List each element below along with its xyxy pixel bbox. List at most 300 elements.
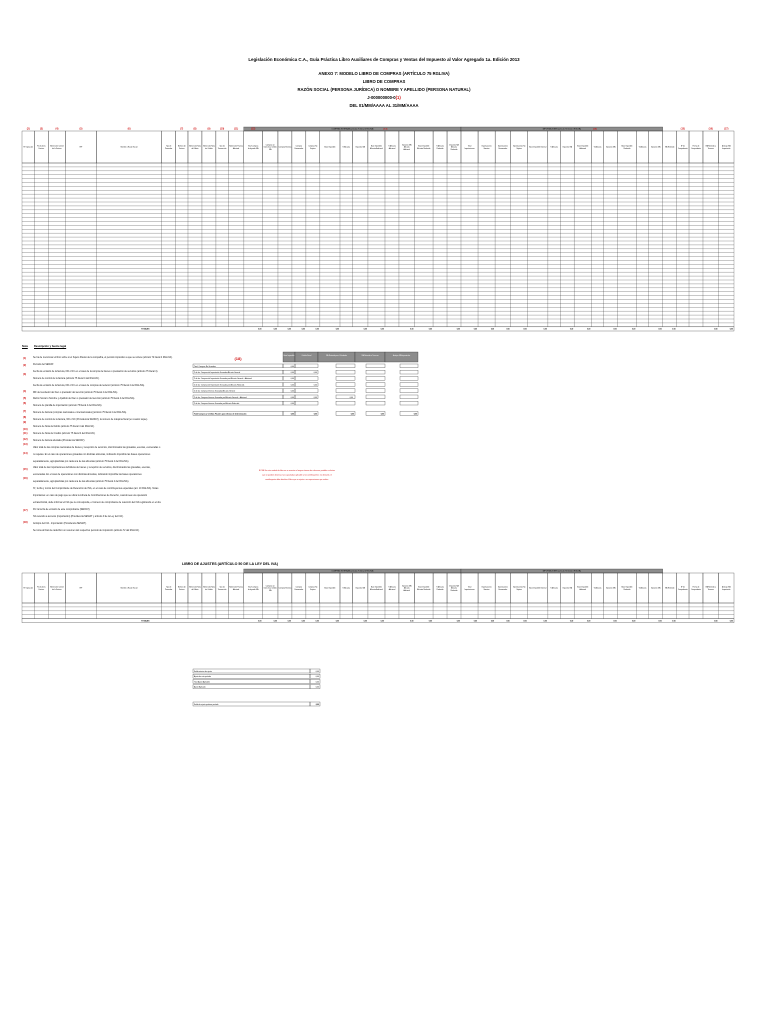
compras-column-header: Reducida xyxy=(450,149,458,151)
ajustes-column-header: Fecha de xyxy=(692,587,700,589)
summary-value: 0,00 xyxy=(313,372,317,374)
compras-totals-label: TOTALES xyxy=(141,328,150,331)
note-ref: (15) xyxy=(23,468,28,471)
summary-cell xyxy=(366,395,385,399)
compras-total-value: 0,00 xyxy=(258,328,262,331)
ajustes-column-header: IVA Retenido a xyxy=(705,587,716,589)
note-line: Número de Nota de Crédito (artículo 75 literal 4 del RGLIVA). xyxy=(33,432,96,435)
ajustes-column-header: Impuesto IVA xyxy=(562,588,572,590)
compras-col-ref: (7) xyxy=(180,127,184,131)
compras-column-header: Nº Operación xyxy=(23,147,33,149)
note-line: Número de planilla de importación (artículo 75 literal 4 del RGLIVA). xyxy=(33,405,103,408)
summary-cell xyxy=(366,401,385,405)
note-line: exoneradas. En el caso de operaciones con distintas alícuotas, indicando imponible las bases operaciones xyxy=(33,474,142,477)
summary-cell xyxy=(400,395,418,399)
compras-column-header: Exentas xyxy=(483,148,490,150)
summary-total-value: 0,00 xyxy=(350,413,354,416)
summary-value: 0,00 xyxy=(349,396,353,399)
summary-row-label: Σ de las: Compras Internas Gravadas Alícuota General xyxy=(194,390,236,393)
compras-total-value: 0,00 xyxy=(613,328,617,331)
compras-column-header: Sujetas xyxy=(516,148,522,150)
ajustes-total-value: 0,00 xyxy=(410,620,414,623)
compras-col-ref: (4) xyxy=(55,127,59,131)
adjust-box-value: 0,00 xyxy=(315,676,319,679)
compras-column-header: Reducida xyxy=(436,148,444,150)
compras-total-value: 0,00 xyxy=(273,328,277,331)
compras-total-value: 0,00 xyxy=(631,328,636,331)
compras-total-value: 0,00 xyxy=(543,328,547,331)
compras-column-header: IVA xyxy=(268,149,272,151)
compras-col-ref: (15) xyxy=(680,127,685,131)
ajustes-column-header: Reducida xyxy=(436,589,444,591)
summary-col-header xyxy=(295,352,318,362)
compras-column-header: Reducida xyxy=(623,148,631,150)
ajustes-column-header: Incluyendo IVA xyxy=(247,589,259,591)
compras-col-ref: (8) xyxy=(193,127,197,131)
adjust-box-value: 0,00 xyxy=(315,681,319,684)
ajustes-column-header: Tipo de xyxy=(219,587,225,589)
note-line: Número de factura afectada (Providencia SENIAT). xyxy=(33,439,86,442)
compras-column-header: Anticipo IVA xyxy=(721,146,731,148)
note-ref: (17) xyxy=(23,509,28,512)
ajustes-total-value: 0,00 xyxy=(658,620,662,623)
ajustes-column-header: de Débito xyxy=(191,589,199,591)
note-ref: (2) xyxy=(23,364,27,367)
compras-column-header: Compras No xyxy=(308,146,318,148)
compras-col-ref: (3) xyxy=(39,127,43,131)
ajustes-total-value: 0,00 xyxy=(729,620,733,623)
ajustes-column-header: Base Imponible xyxy=(577,587,589,589)
note-line: Fecha de emisión de la factura, ND o NC en el caso de compras del exterior (artículo 75 literal 4 del RGLIVA). xyxy=(33,384,145,387)
ajustes-column-header: Exentas xyxy=(483,589,490,591)
note-line: Fecha de emisión de la factura, ND o NC en el caso de la compra de bienes o prestación de servicios (artículo 75 literal 4). xyxy=(33,370,158,373)
ajustes-column-header: Tipo de xyxy=(165,587,172,589)
compras-column-header: % Alícuota xyxy=(550,147,558,149)
compras-total-value: 0,00 xyxy=(658,328,662,331)
summary-row-label: Σ de las: Compras Internas Gravadas por Alícuota General + Adicional xyxy=(194,396,247,399)
ajustes-column-header: Compras No xyxy=(308,587,318,589)
compras-column-header: IVA Retenido a xyxy=(705,146,716,148)
ajustes-column-header: Impuesto IVA xyxy=(605,588,616,590)
compras-column-header: Número de xyxy=(177,146,186,148)
ajustes-total-value: 0,00 xyxy=(543,620,547,623)
compras-column-header: Adicional xyxy=(388,148,396,150)
compras-total-value: 0,00 xyxy=(363,328,367,331)
compras-column-header: Base Imponible General xyxy=(529,147,547,149)
compras-total-value: 0,00 xyxy=(490,328,495,331)
compras-column-header: Número de Control xyxy=(50,146,64,148)
summary-row-label: Σ de las: Compras de Importación Gravadas Alícuota General xyxy=(194,372,241,374)
ajustes-column-header: Factura xyxy=(179,589,185,591)
summary-col-header-text: IVA Retenido por el Vendedor xyxy=(326,356,347,357)
summary-cell xyxy=(400,389,418,393)
summary-value: 0,00 xyxy=(290,403,294,405)
summary-col-header xyxy=(355,352,385,362)
compras-total-value: 0,00 xyxy=(380,328,384,331)
company-name: RAZÓN SOCIAL (PERSONA JURÍDICA) O NOMBRE Y APELLIDO (PERSONA NATURAL) xyxy=(297,87,471,92)
adjust-box-value: 0,00 xyxy=(315,670,319,673)
summary-cell xyxy=(366,389,385,393)
adjust-final-label: Saldo de ajuste próximo período xyxy=(194,703,219,706)
compras-column-header: Factura xyxy=(38,148,45,150)
summary-cell xyxy=(336,389,355,393)
ajustes-column-header: RIF xyxy=(79,588,83,590)
compras-column-header: Importaciones xyxy=(464,148,475,150)
compras-col-ref: (12) xyxy=(250,127,256,131)
summary-cell xyxy=(295,389,318,393)
summary-cell xyxy=(366,370,385,374)
ajustes-total-value: 0,00 xyxy=(287,620,291,623)
compras-col-ref: (10) xyxy=(219,127,225,131)
period-line: DEL 01/MM/AAAA AL 31/MM/AAAA xyxy=(349,103,419,108)
ajustes-total-value: 0,00 xyxy=(301,620,305,623)
note-ref: (14) xyxy=(23,452,28,455)
ajustes-column-header: % Alícuota xyxy=(436,587,444,589)
note-ref: (16) xyxy=(23,477,28,480)
compras-col-ref: (17) xyxy=(724,127,729,131)
compras-column-header: Base Imponible xyxy=(324,147,336,149)
compras-total-value: 0,00 xyxy=(428,328,433,331)
note-line: separadamente, agrupándolas por cada una de las alícuotas (artículo 75 literal 4 del RGLIVA). xyxy=(33,481,129,484)
ajustes-total-value: 0,00 xyxy=(335,620,339,623)
note-line: Razón Social o Nombre y Apellido del bien o prestador del servicio (artículo 75 literal 4 del RGLIVA). xyxy=(33,398,135,401)
summary-row-label: Σ de las: Compras de Importación Gravadas por Alícuota Reducida xyxy=(194,384,245,387)
summary-cell xyxy=(400,370,418,374)
note-line: no sujetas. En el caso de operaciones gravadas con distintas alícuotas, indicando imponible las bases operaciones xyxy=(33,453,151,456)
ajustes-column-header: Alícuota Adicional xyxy=(370,589,383,591)
ajustes-total-value: 0,00 xyxy=(315,620,319,623)
summary-row-label: Σ de las: Compras Internas Gravadas por Alícuota Reducida xyxy=(194,403,240,405)
note-line: Valor total de las importaciones definitivas de bienes y recepción de servicios, discriminados las gravadas, exentas, xyxy=(33,467,151,470)
ajustes-column-header: Número de xyxy=(177,587,186,589)
note-line: separadamente, agrupándolas por cada una de las alícuotas (artículo 75 literal 4 del RGLIVA). xyxy=(33,460,129,463)
compras-column-header: Impuesto IVA xyxy=(401,145,412,147)
summary-total-label: Total Compras y Créditos Fiscales para efectos de determinación xyxy=(194,413,247,416)
compras-column-header: Compras sin xyxy=(265,145,275,147)
note-line: RIF del vendedor del bien o prestador del servicio (artículo 75 literal 4 del RGLIVA). xyxy=(33,391,118,394)
compras-column-header: Base Imponible xyxy=(621,146,633,148)
compras-total-value: 0,00 xyxy=(506,328,510,331)
compras-column-header: Impuesto IVA xyxy=(650,147,661,149)
red-note-line: NOTA: En este modelo de libro no se muestra el mayor número de columnas posibles a efectos xyxy=(258,470,336,472)
ajustes-column-header: Sujetas xyxy=(310,589,316,591)
ajustes-total-value: 0,00 xyxy=(672,620,676,623)
summary-cell xyxy=(295,376,318,380)
compras-column-header: Base Imponible xyxy=(577,146,589,148)
compras-column-header: Afectada xyxy=(232,148,240,150)
note-line: Número de Nota de Débito (artículo 75 literal 4 del RGLIVA). xyxy=(33,426,95,428)
compras-column-header: Total Compras xyxy=(247,146,259,148)
ajustes-column-header: Número de Factura xyxy=(229,587,243,589)
compras-column-header: % Alícuota xyxy=(388,146,396,148)
ajustes-column-header: Compras xyxy=(295,587,303,589)
ajustes-total-value: 0,00 xyxy=(586,620,591,623)
ajustes-column-header: Fecha de la xyxy=(37,587,46,589)
notes-subtitle: Descripción y fuente legal xyxy=(34,345,67,348)
ajustes-group-internas: COMPRAS INTERNAS (artículo 75 literal 4 RGLIVA) xyxy=(331,570,374,573)
ajustes-column-header: Impuesto IVA xyxy=(449,586,459,588)
note-line: Anticipo del IVA - Importación (Providencia SENIAT). xyxy=(33,522,87,525)
compras-total-value: 0,00 xyxy=(586,328,591,331)
adjust-box-label: Ajuste de este período xyxy=(194,676,211,679)
summary-row-label: Total: Compras No Gravadas xyxy=(194,365,216,368)
note-line: Número de control de la factura, ND o NC (Providencia SENIAT), la número de máquina fiscal (en cuanto toque). xyxy=(33,419,148,422)
summary-col-header-text: IVA Retenido a Terceros xyxy=(361,356,379,357)
compras-column-header: Proveedor xyxy=(164,148,173,150)
compras-col-ref: (11) xyxy=(234,127,239,131)
ajustes-column-header: Impuesto IVA xyxy=(650,588,661,590)
compras-total-value: 0,00 xyxy=(714,328,718,331)
compras-col-ref: (16) xyxy=(708,127,713,131)
compras-column-header: Compras Exentas xyxy=(278,147,292,149)
summary-cell xyxy=(336,401,355,405)
note-line: Importantes: en caso de pago que se ubica la Libreta de Contribuciones de Derecho, cuando sea una operación xyxy=(33,495,148,497)
summary-col-header xyxy=(318,352,355,362)
ajustes-column-header: Compras sin xyxy=(265,586,275,588)
compras-column-header: Adicional xyxy=(579,148,586,150)
compras-total-value: 0,00 xyxy=(287,328,291,331)
ajustes-column-header: Compras Exentas xyxy=(278,588,292,590)
notes-title: Nota xyxy=(22,345,28,348)
ajustes-column-header: % Alícuota xyxy=(342,588,350,590)
ajustes-column-header: Factura xyxy=(38,589,45,591)
ajustes-total-value: 0,00 xyxy=(506,620,510,623)
compras-column-header: Número de Nota xyxy=(189,146,201,148)
ajustes-column-header: Adicional xyxy=(403,590,410,592)
ajustes-column-header: de Crédito xyxy=(205,589,213,591)
rif-ref: (1) xyxy=(395,95,401,100)
compras-col-ref: (5) xyxy=(79,127,83,131)
summary-value: 0,00 xyxy=(290,396,294,399)
ajustes-column-header: % Alícuota xyxy=(638,588,647,590)
summary-cell xyxy=(336,376,355,380)
note-line: Número de factura (compras nacionales e internacionales) (artículo 75 literal 4 del RGLIVA). xyxy=(33,412,127,415)
compras-totals-row xyxy=(22,327,734,331)
publisher-line: Legislación Económica C.A., Guía Práctica Libro Auxiliares de Compras y Ventas del Impuesto al Valor Agregado 1a. Edición 2013 xyxy=(248,57,520,62)
note-line: Número de control de la factura (artículo 75 literal 4 del RGLIVA). xyxy=(33,377,100,380)
compras-column-header: Total xyxy=(467,146,472,148)
red-note-line: que se pueden observar, las capacitadas aplicable a los contribuyentes; no obstante, el xyxy=(262,474,332,477)
summary-cell xyxy=(400,364,418,368)
compras-total-value: 0,00 xyxy=(456,328,460,331)
ajustes-column-header: % Alícuota xyxy=(593,588,602,590)
summary-col-header-text: Anticipo IVA Importación xyxy=(392,356,411,357)
compras-total-value: 0,00 xyxy=(473,328,478,331)
compras-total-value: 0,00 xyxy=(335,328,339,331)
adjust-box-label: Total Ajuste Aplicable xyxy=(194,681,210,684)
compras-column-header: Impuesto IVA xyxy=(355,147,365,149)
note-line: Nº, fecha y monto del Comprobante de Retención del IVA, en el caso de contribuyentes especiales (art. 10 RGLIVA). Notas xyxy=(33,488,159,491)
compras-column-header: de Débito xyxy=(191,148,199,150)
compras-col-ref: (6) xyxy=(127,127,131,131)
ajustes-column-header: Reducida xyxy=(450,590,458,592)
adjust-box-label: Saldo anterior de ajuste xyxy=(194,670,212,673)
note-line: extraterritorial, debe informar el IVA que le corresponda, el número de comprobante de retención del IVA registrando en el día xyxy=(33,501,161,504)
compras-column-header: Nombre o Razón Social xyxy=(120,147,138,149)
summary-total-value: 0,00 xyxy=(380,413,384,416)
summary-cell xyxy=(336,364,355,368)
compras-column-header: Importaciones No xyxy=(512,146,526,148)
ajustes-total-value: 0,00 xyxy=(380,620,384,623)
compras-column-header: Importaciones xyxy=(481,146,492,148)
note-line: Valor total de las compras nacionales de bienes y recepción de servicios, discriminados las gravadas, exentas, exoneradas o xyxy=(33,446,161,449)
compras-column-header: Comprobante xyxy=(677,148,688,150)
summary-total-value: 0,00 xyxy=(290,413,294,416)
summary-value: 0,00 xyxy=(290,378,294,381)
summary-cell xyxy=(336,370,355,374)
compras-column-header: Base Imponible xyxy=(418,146,430,148)
note-ref: (13) xyxy=(23,443,28,446)
compras-column-header: Número de Nota xyxy=(203,146,215,148)
summary-cell xyxy=(400,401,418,405)
ajustes-column-header: Proveedor xyxy=(164,589,173,591)
compras-group-internas: COMPRAS INTERNAS (artículo 75 literal 4 RGLIVA) xyxy=(331,128,374,131)
note-ref: (7) xyxy=(23,410,27,413)
summary-cell xyxy=(366,364,385,368)
summary-col-header-text: Base Imponible xyxy=(283,356,295,357)
compras-column-header: % Alícuota xyxy=(342,147,350,149)
ajustes-totals-label: TOTALES xyxy=(141,620,150,623)
compras-total-value: 0,00 xyxy=(569,328,574,331)
compras-column-header: Incluyendo IVA xyxy=(247,148,259,150)
adjust-box-label-cell xyxy=(193,679,310,683)
ajustes-total-value: 0,00 xyxy=(613,620,617,623)
ajustes-total-value: 0,00 xyxy=(273,620,277,623)
ajustes-total-value: 0,00 xyxy=(258,620,262,623)
summary-cell xyxy=(295,401,318,405)
ajustes-column-header: Nº Operación xyxy=(23,588,33,590)
ajustes-totals-row xyxy=(22,619,734,623)
ajustes-column-header: Base Imponible xyxy=(418,587,430,589)
ajustes-column-header: Alícuota xyxy=(403,588,410,590)
summary-cell xyxy=(400,383,418,387)
compras-total-value: 0,00 xyxy=(672,328,676,331)
note-line: Se ha de mencionar el libro sobre si el Sujeto Pasivo de la compañía, el período impositivo a que se refiere (artículo 72 literal 4 RGLIVA). xyxy=(33,357,173,359)
note-ref: (9) xyxy=(23,421,27,424)
compras-column-header: Exoneradas xyxy=(498,148,508,150)
ajustes-total-value: 0,00 xyxy=(473,620,478,623)
adjust-title: LIBRO DE AJUSTES (ARTÍCULO 50 DE LA LEY DEL IVA) xyxy=(182,562,278,566)
summary-value: 0,00 xyxy=(290,384,294,387)
ajustes-column-header: Exoneradas xyxy=(294,589,304,591)
adjust-box-value: 0,00 xyxy=(315,686,319,689)
ajustes-column-header: Impuesto IVA xyxy=(401,586,412,588)
compras-column-header: IVA Retenido xyxy=(665,147,675,149)
compras-column-header: Base Imponible xyxy=(370,146,382,148)
ajustes-column-header: Transacción xyxy=(217,589,227,591)
compras-column-header: de Crédito xyxy=(205,148,213,150)
summary-cell xyxy=(366,376,385,380)
compras-column-header: Transacción xyxy=(217,148,227,150)
compras-column-header: de la Factura xyxy=(52,148,62,150)
compras-column-header: Impuesto IVA xyxy=(562,147,572,149)
compras-column-header: Derecho a Crédito xyxy=(263,147,277,149)
ajustes-column-header: Base Imponible xyxy=(370,587,382,589)
ajustes-column-header: Importación xyxy=(722,589,731,591)
ajustes-column-header: Total Compras xyxy=(247,587,259,589)
note-ref: (12) xyxy=(23,438,28,441)
compras-total-value: 0,00 xyxy=(301,328,305,331)
adjust-box-label: Ajuste Aplicado xyxy=(194,686,206,689)
note-ref: (4) xyxy=(23,390,27,393)
red-note-line: contribuyente debe diseñar el libro que se ajuste a sus operaciones que realice. xyxy=(265,479,329,481)
ajustes-column-header: Nombre o Razón Social xyxy=(120,588,138,590)
compras-column-header: Fecha de xyxy=(692,146,700,148)
summary-cell xyxy=(295,364,318,368)
ajustes-column-header: Alícuota xyxy=(451,588,457,590)
ajustes-column-header: Terceros xyxy=(707,589,714,591)
compras-column-header: RIF xyxy=(79,147,83,149)
summary-value: 0,00 xyxy=(313,396,317,399)
ajustes-total-value: 0,00 xyxy=(569,620,574,623)
ajustes-column-header: Reducida xyxy=(623,589,631,591)
ajustes-total-value: 0,00 xyxy=(363,620,367,623)
ajustes-column-header: Base Imponible xyxy=(324,588,336,590)
ajustes-total-value: 0,00 xyxy=(523,620,527,623)
compras-column-header: Alícuota Reducida xyxy=(417,148,431,150)
compras-column-header: Compras xyxy=(295,146,303,148)
ajustes-column-header: Importaciones xyxy=(464,589,475,591)
compras-column-header: % Alícuota xyxy=(436,146,444,148)
compras-column-header: Alícuota Adicional xyxy=(370,148,383,150)
ajustes-total-value: 0,00 xyxy=(490,620,495,623)
ajustes-total-value: 0,00 xyxy=(714,620,718,623)
summary-cell xyxy=(400,376,418,380)
compras-total-value: 0,00 xyxy=(315,328,319,331)
ajustes-total-value: 0,00 xyxy=(456,620,460,623)
note-line: Se toma al final de cada libro un resumen del respectivo período de imposición (artículo 72 del RGLIVA). xyxy=(33,529,140,532)
compras-column-header: Tipo de xyxy=(219,146,225,148)
summary-col-header xyxy=(283,352,295,362)
compras-column-header: Terceros xyxy=(707,148,714,150)
ajustes-column-header: Importaciones xyxy=(481,587,492,589)
ajustes-column-header: Adicional xyxy=(388,589,396,591)
note-ref: (3) xyxy=(23,373,27,376)
compras-col-ref: (9) xyxy=(207,127,211,131)
compras-total-value: 0,00 xyxy=(410,328,414,331)
summary-row-label: Σ de las: Compras de Importación Gravadas por Alícuota General + Adicional xyxy=(194,378,252,381)
note-ref: (8) xyxy=(23,416,27,419)
rif-value: J-000000000-0 xyxy=(367,95,396,100)
compras-column-header: Impuesto IVA xyxy=(449,145,459,147)
compras-column-header: % Alícuota xyxy=(638,147,647,149)
ajustes-column-header: Derecho a Crédito xyxy=(263,588,277,590)
compras-col-ref: (2) xyxy=(26,127,30,131)
book-title: LIBRO DE COMPRAS xyxy=(362,79,406,84)
summary-ref: (18) xyxy=(234,356,242,361)
note-ref: (1) xyxy=(23,357,27,360)
ajustes-column-header: Número de Nota xyxy=(203,587,215,589)
ajustes-column-header: Nº de xyxy=(680,587,685,589)
summary-cell xyxy=(366,383,385,387)
compras-column-header: Sujetas xyxy=(310,148,316,150)
compras-column-header: Adicional xyxy=(403,149,410,151)
ajustes-column-header: Afectada xyxy=(232,589,240,591)
summary-total-value: 0,00 xyxy=(413,413,417,416)
ajustes-column-header: Exoneradas xyxy=(498,589,508,591)
ajustes-total-value: 0,00 xyxy=(428,620,433,623)
ajustes-column-header: Base Imponible xyxy=(621,587,633,589)
compras-column-header: Importación xyxy=(722,148,731,150)
ajustes-column-header: Comprobante xyxy=(691,589,701,591)
note-ref: (18) xyxy=(23,521,28,524)
compras-ref-13: (13) xyxy=(383,128,388,131)
ajustes-column-header: Base Imponible General xyxy=(529,588,547,590)
ajustes-column-header: Anticipo IVA xyxy=(721,587,731,589)
summary-value: 0,00 xyxy=(290,390,294,393)
ajustes-column-header: Alícuota Reducida xyxy=(417,589,431,591)
summary-col-header xyxy=(385,352,418,362)
